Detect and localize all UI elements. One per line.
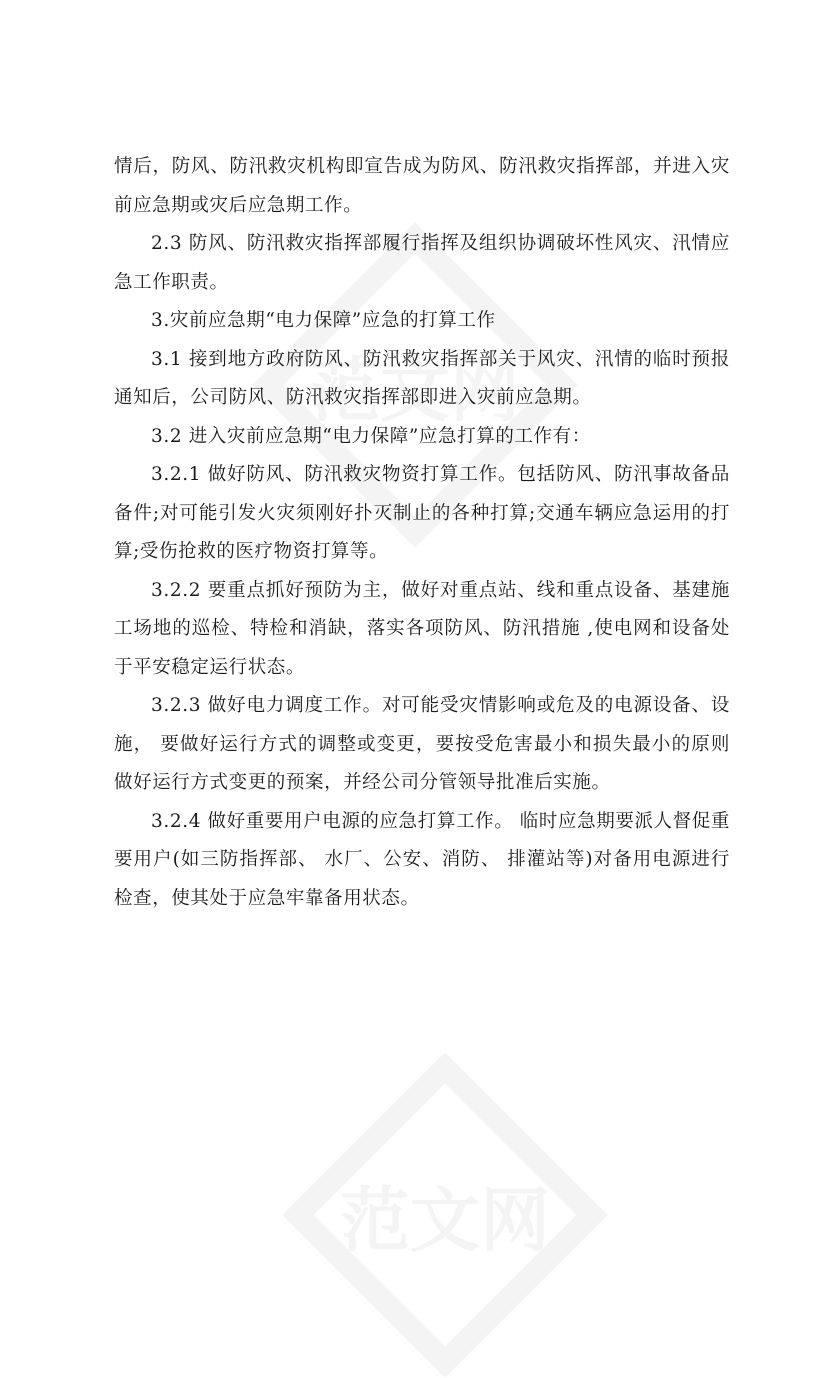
paragraph-3-1: 3.1 接到地方政府防风、防汛救灾指挥部关于风灾、汛情的临时预报通知后，公司防风、防汛救灾指挥部即进入灾前应急期。 xyxy=(114,348,730,408)
paragraph-3-2: 3.2 进入灾前应急期“电力保障”应急打算的工作有： xyxy=(151,425,591,447)
section-heading-3: 3.灾前应急期“电力保障”应急的打算工作 xyxy=(151,310,496,331)
paragraph-3-2-2: 3.2.2 要重点抓好预防为主，做好对重点站、线和重点设备、基建施工场地的巡检、特检和消缺，落实各项防风、防汛措施 ,使电网和设备处于平安稳定运行状态。 xyxy=(114,579,730,678)
paragraph: 情后，防风、防汛救灾机构即宣告成为防风、防汛救灾指挥部，并进入灾前应急期或灾后应急期工作。 xyxy=(114,156,730,216)
paragraph-2-3: 2.3 防风、防汛救灾指挥部履行指挥及组织协调破坏性风灾、汛情应急工作职责。 xyxy=(114,233,730,293)
document-body xyxy=(114,148,730,918)
watermark xyxy=(282,1052,607,1377)
paragraph-3-2-1: 3.2.1 做好防风、防汛救灾物资打算工作。包括防风、防汛事故备品备件;对可能引发火灾须刚好扑灭制止的各种打算;交通车辆应急运用的打算;受伤抢救的医疗物资打算等。 xyxy=(114,464,730,562)
paragraph-3-2-3: 3.2.3 做好电力调度工作。对可能受灾情影响或危及的电源设备、设施， 要做好运行方式的调整或变更，要按受危害最小和损失最小的原则做好运行方式变更的预案，并经公司分管领导批准后实施。 xyxy=(114,695,730,793)
watermark-text xyxy=(340,1165,550,1266)
paragraph-3-2-4: 3.2.4 做好重要用户电源的应急打算工作。 临时应急期要派人督促重要用户(如三防指挥部、 水厂、公安、消防、 排灌站等)对备用电源进行检查，使其处于应急牢靠备用状态。 xyxy=(114,810,730,909)
